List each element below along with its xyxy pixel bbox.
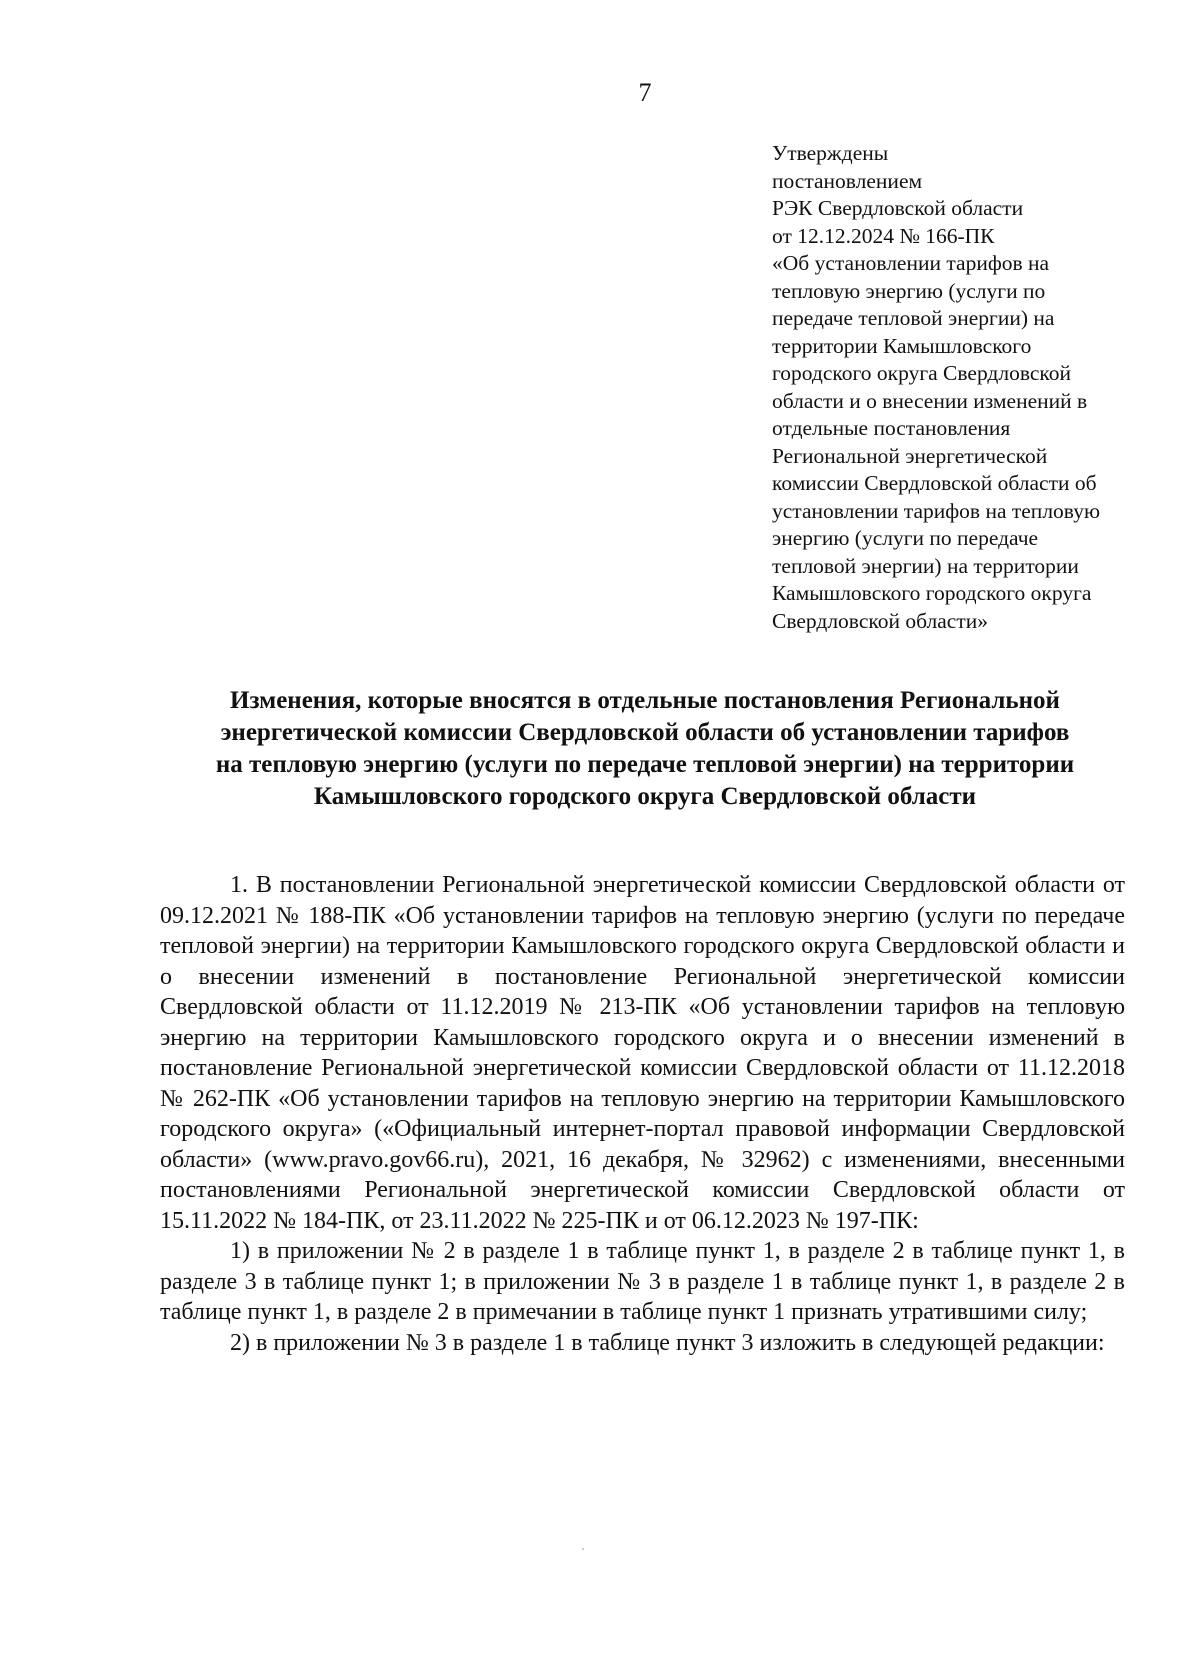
approval-line: Камышловского городского округа — [772, 581, 1092, 605]
approval-line: «Об установлении тарифов на — [772, 251, 1050, 275]
approval-line: Свердловской области» — [772, 608, 988, 633]
approval-line: передаче тепловой энергии) на — [772, 306, 1055, 330]
paragraph-item-1: 1. В постановлении Региональной энергетической комиссии Свердловской области от 09.12.2021 № 188-ПК «Об установлении тарифов на тепловую энергию (услуги по передаче тепловой энергии) на территории Камышловского городского округа Свердловской области и о внесении изменений в постановление Региональной энергетической комиссии Свердловской области от 11.12.2019 № 213-ПК «Об установлении тарифов на тепловую энергию на территории Камышловского городского округа и о внесении изменений в постановление Региональной энергетической комиссии Свердловской области от 11.12.2018 № 262-ПК «Об установлении тарифов на тепловую энергию на территории Камышловского городского округа» («Официальный интернет-портал правовой информации Свердловской области» (www.pravo.gov66.ru), 2021, 16 декабря, № 32962) с изменениями, внесенными постановлениями Региональной энергетической комиссии Свердловской области от 15.11.2022 № 184-ПК, от 23.11.2022 № 225-ПК и от 06.12.2023 № 197-ПК: — [160, 872, 1125, 1234]
approval-line: постановлением — [772, 168, 923, 193]
approval-line: территории Камышловского — [772, 333, 1032, 358]
approval-line: Региональной энергетической — [772, 443, 1048, 468]
paragraph-subitem-1: 1) в приложении № 2 в разделе 1 в таблице пункт 1, в разделе 2 в таблице пункт 1, в разделе 3 в таблице пункт 1; в приложении № 3 в разделе 1 в таблице пункт 1, в разделе 2 в таблице пункт 1, в разделе 2 в примечании в таблице пункт 1 признать утратившими силу; — [160, 1238, 1125, 1325]
approval-line: тепловой энергии) на территории — [772, 553, 1079, 578]
document-body — [160, 870, 1125, 1358]
approval-line: области и о внесении изменений в — [772, 388, 1088, 413]
approval-line: установлении тарифов на тепловую — [772, 498, 1101, 523]
approval-line: отдельные постановления — [772, 416, 1011, 440]
approval-block — [772, 140, 1132, 635]
approval-line: комиссии Свердловской области об — [772, 471, 1097, 495]
paragraph-subitem-2: 2) в приложении № 3 в разделе 1 в таблице пункт 3 изложить в следующей редакции: — [230, 1329, 1105, 1356]
approval-line: Утверждены — [772, 141, 889, 165]
heading-line: Камышловского городского округа Свердловской области — [313, 783, 977, 810]
approval-line: от 12.12.2024 № 166-ПК — [772, 223, 995, 248]
heading-line: на тепловую энергию (услуги по передаче тепловой энергии) на территории — [215, 751, 1075, 778]
heading-line: Изменения, которые вносятся в отдельные постановления Региональной — [230, 687, 1060, 714]
document-heading — [150, 685, 1140, 813]
approval-line: энергию (услуги по передаче — [772, 526, 1039, 550]
scan-artifact — [582, 1548, 584, 1550]
approval-line: тепловую энергию (услуги по — [772, 278, 1046, 303]
page-number: 7 — [638, 78, 652, 107]
approval-line: РЭК Свердловской области — [772, 196, 1024, 220]
heading-line: энергетической комиссии Свердловской области об установлении тарифов — [220, 719, 1070, 746]
approval-line: городского округа Свердловской — [772, 361, 1072, 385]
